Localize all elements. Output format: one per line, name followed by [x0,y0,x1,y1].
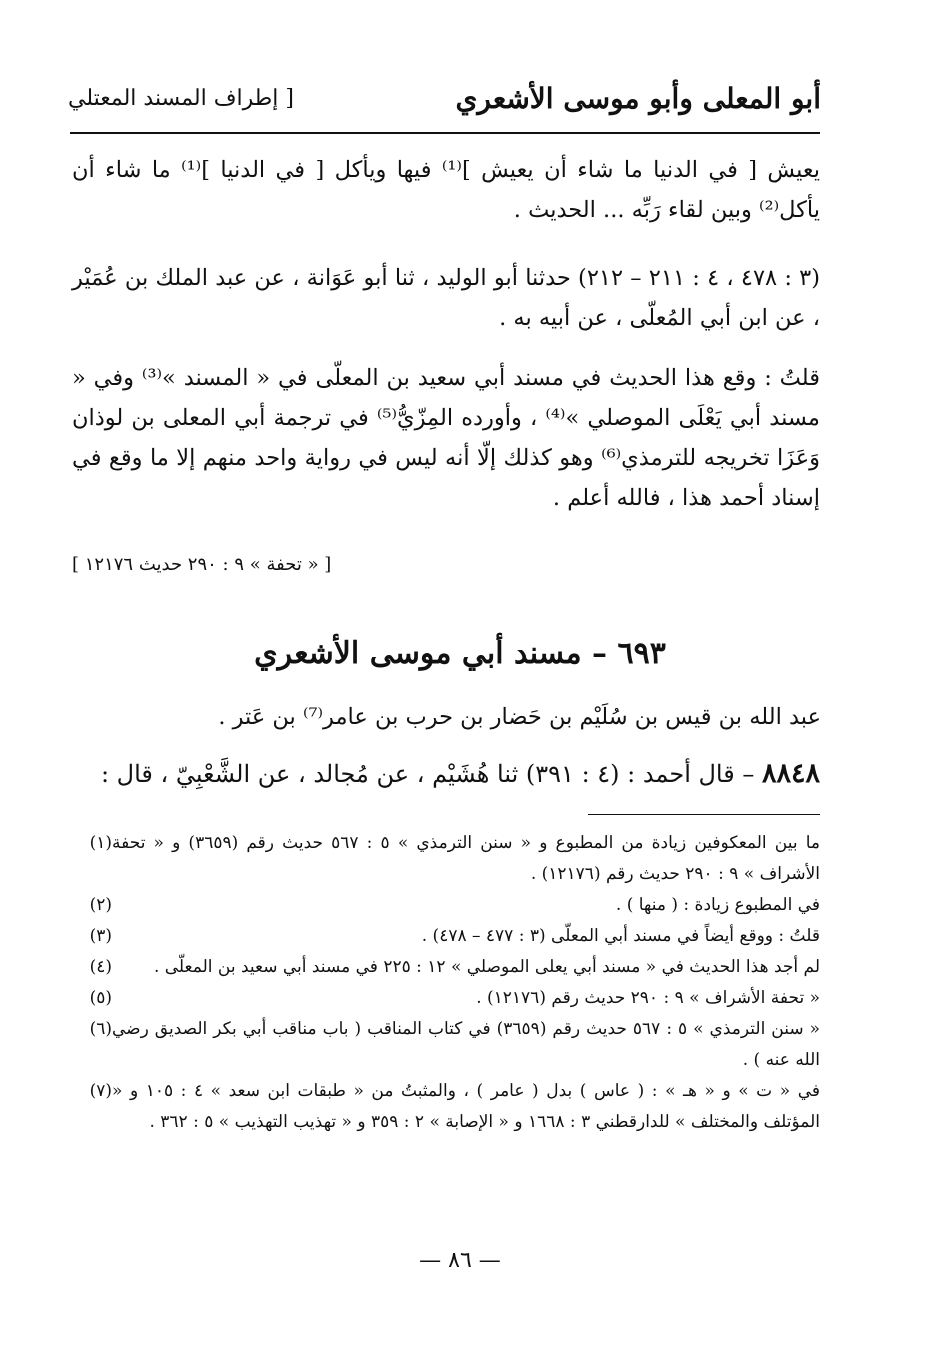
hadith-entry [72,758,820,789]
footnote-text: في المطبوع زيادة : ( منها ) . [615,895,820,915]
page-number: — ٨٦ — [419,1248,501,1273]
footnotes [76,828,820,1138]
footnote-number: (٥) [89,988,112,1008]
tuhfa-reference: [ « تحفة » ٩ : ٢٩٠ حديث ١٢١٧٦ ] [72,554,332,575]
companion-lineage: عبد الله بن قيس بن سُلَيْم بن حَضار بن حرب بن عامر⁽⁷⁾ بن عَتر . [218,704,821,730]
footnote-text: قلتُ : ووقع أيضاً في مسند أبي المعلّى (٣ : ٤٧٧ – ٤٧٨) . [421,926,820,946]
footnote [76,983,820,1014]
footnote [76,890,820,921]
footnote-number: (٤) [89,957,112,977]
paragraph-isnad: (٣ : ٤٧٨ ، ٤ : ٢١١ – ٢١٢) حدثنا أبو الوليد ، ثنا أبو عَوَانة ، عن عبد الملك بن عُمَيْر ، عن ابن أبي المُعلّى ، عن أبيه به . [72,265,821,331]
hadith-number: ٨٨٤٨ [761,758,820,789]
running-header-chapter-title: أبو المعلى وأبو موسى الأشعري [455,82,821,115]
header-rule [70,132,820,134]
footnote [76,952,820,983]
footnote-text: في « ت » و « هـ » : ( عاس ) بدل ( عامر ) ، والمثبتُ من « طبقات ابن سعد » ٤ : ١٠٥ و « المؤتلف والمختلف » للدارقطني ٣ : ١٦٦٨ و « الإصابة » ٢ : ٣٥٩ و « تهذيب التهذيب » ٥ : ٣٦٢ . [112,1081,820,1132]
footnote [76,921,820,952]
paragraph-author-comment: قلتُ : وقع هذا الحديث في مسند أبي سعيد بن المعلّى في « المسند »⁽³⁾ وفي « مسند أبي يَعْلَى الموصلي »⁽⁴⁾ ، وأورده المِزّيُّ⁽⁵⁾ في ترجمة أبي المعلى بن لوذان وَعَزَا تخريجه للترمذي⁽⁶⁾ وهو كذلك إلّا أنه ليس في رواية واحد منهم إلا ما وقع في إسناد أحمد هذا ، فالله أعلم . [72,365,820,511]
footnote-rule [588,814,820,815]
footnote-number: (٢) [89,895,112,915]
footnote-number: (٣) [89,926,112,946]
footnote-number: (١) [89,833,112,853]
footnote-number: (٧) [89,1081,112,1101]
footnote [76,1076,820,1138]
footnote [76,828,820,890]
running-header-book-title: [ إطراف المسند المعتلي [68,86,294,111]
footnote-text: لم أجد هذا الحديث في « مسند أبي يعلى الموصلي » ١٢ : ٢٢٥ في مسند أبي سعيد بن المعلّى . [153,957,820,977]
section-heading: ٦٩٣ – مسند أبي موسى الأشعري [254,636,666,671]
paragraph-hadith-ending: يعيش [ في الدنيا ما شاء أن يعيش ]⁽¹⁾ فيها ويأكل [ في الدنيا ]⁽¹⁾ ما شاء أن يأكل⁽²⁾ وبين لقاء رَبِّه ... الحديث . [72,157,821,223]
footnote [76,1014,820,1076]
footnote-number: (٦) [89,1019,112,1039]
footnote-text: ما بين المعكوفين زيادة من المطبوع و « سنن الترمذي » ٥ : ٥٦٧ حديث رقم (٣٦٥٩) و « تحفة الأشراف » ٩ : ٢٩٠ حديث رقم (١٢١٧٦) . [112,833,820,884]
footnote-text: « سنن الترمذي » ٥ : ٥٦٧ حديث رقم (٣٦٥٩) في كتاب المناقب ( باب مناقب أبي بكر الصديق رضي الله عنه ) . [112,1019,820,1070]
hadith-opening: – قال أحمد : (٤ : ٣٩١) ثنا هُشَيْم ، عن مُجالد ، عن الشَّعْبِيّ ، قال : [100,760,755,788]
footnote-text: « تحفة الأشراف » ٩ : ٢٩٠ حديث رقم (١٢١٧٦) . [476,988,820,1008]
